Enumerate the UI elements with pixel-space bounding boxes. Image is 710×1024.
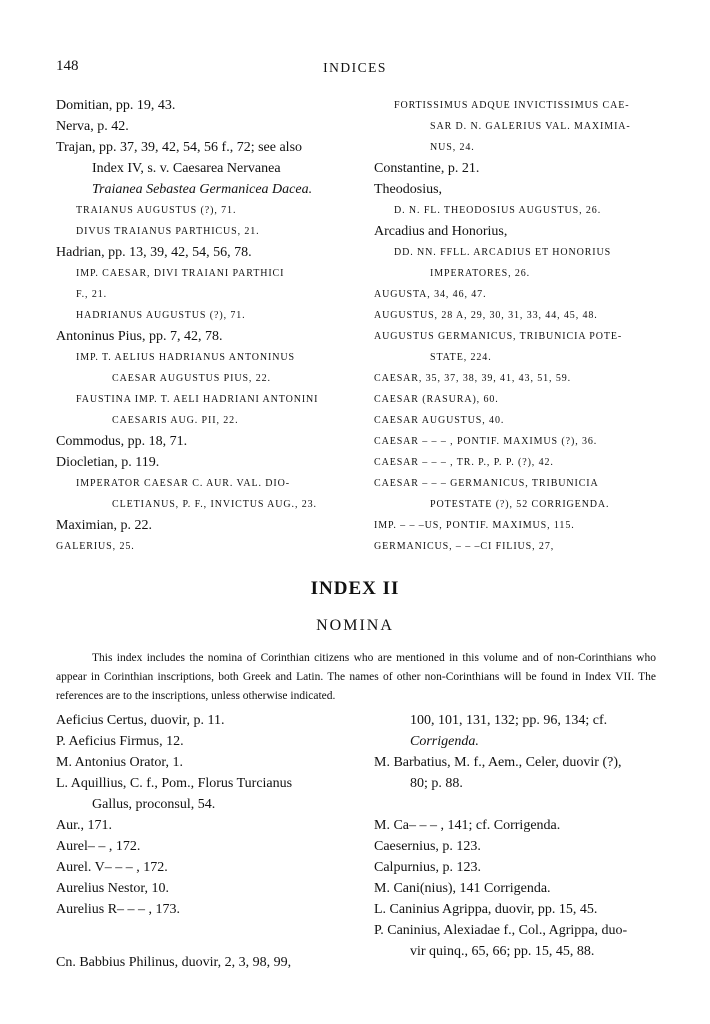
index-entry: M. Antonius Orator, 1. [56, 755, 183, 770]
index-subheading: NOMINA [316, 617, 394, 634]
page-number: 148 [56, 58, 79, 74]
nomina-right-column [374, 710, 664, 962]
index-entry: Antoninus Pius, pp. 7, 42, 78. [56, 329, 223, 344]
running-title: INDICES [323, 60, 387, 75]
index-entry: IMP. T. AELIUS HADRIANUS ANTONINUS [76, 352, 295, 363]
index-entry: CAESAR – – – , TR. P., P. P. (?), 42. [374, 457, 554, 468]
index-entry: IMP. CAESAR, DIVI TRAIANI PARTHICI [76, 268, 285, 279]
index-entry: Aurelius R– – – , 173. [56, 902, 181, 917]
index-entry: M. Cani(nius), 141 Corrigenda. [374, 881, 551, 896]
index-entry: CLETIANUS, P. F., INVICTUS AUG., 23. [112, 499, 317, 510]
index-entry: AUGUSTUS, 28 A, 29, 30, 31, 33, 44, 45, 48. [374, 310, 598, 321]
spacer [56, 920, 346, 952]
index-entry: Aurel. V– – – , 172. [56, 860, 168, 875]
index-entry: Commodus, pp. 18, 71. [56, 434, 188, 449]
index-entry: STATE, 224. [430, 352, 492, 363]
index-entry: DIVUS TRAIANUS PARTHICUS, 21. [76, 226, 260, 237]
index-entry: vir quinq., 65, 66; pp. 15, 45, 88. [410, 944, 595, 959]
index-entry: Trajan, pp. 37, 39, 42, 54, 56 f., 72; see also [56, 140, 303, 155]
index-entry: 100, 101, 131, 132; pp. 96, 134; cf. [410, 713, 608, 728]
index-entry: P. Caninius, Alexiadae f., Col., Agrippa, duo- [374, 923, 628, 938]
index-entry: GALERIUS, 25. [56, 541, 135, 552]
index-entry: CAESAR AUGUSTUS, 40. [374, 415, 505, 426]
index-entry: CAESAR (RASURA), 60. [374, 394, 499, 405]
index-entry: TRAIANUS AUGUSTUS (?), 71. [76, 205, 237, 216]
index-entry: Domitian, pp. 19, 43. [56, 98, 176, 113]
index-entry: D. N. FL. THEODOSIUS AUGUSTUS, 26. [394, 205, 602, 216]
nomina-left-column [56, 710, 346, 973]
index-entry: Aurel– – , 172. [56, 839, 141, 854]
index-entry: 80; p. 88. [410, 776, 463, 791]
index-entry: CAESAR AUGUSTUS PIUS, 22. [112, 373, 271, 384]
index-entry: Index IV, s. v. Caesarea Nervanea [92, 161, 281, 176]
index-entry: SAR D. N. GALERIUS VAL. MAXIMIA- [430, 121, 631, 132]
index-entry: Hadrian, pp. 13, 39, 42, 54, 56, 78. [56, 245, 252, 260]
index-entry: Aurelius Nestor, 10. [56, 881, 169, 896]
index-entry: FAUSTINA IMP. T. AELI HADRIANI ANTONINI [76, 394, 319, 405]
index-entry: L. Aquillius, C. f., Pom., Florus Turcianus [56, 776, 293, 791]
index-entry: M. Ca– – – , 141; cf. Corrigenda. [374, 818, 561, 833]
index-entry: AUGUSTUS GERMANICUS, TRIBUNICIA POTE- [374, 331, 623, 342]
index-entry: Cn. Babbius Philinus, duovir, 2, 3, 98, 99, [56, 955, 292, 970]
index-entry: Aeficius Certus, duovir, p. 11. [56, 713, 225, 728]
index-entry: CAESARIS AUG. PII, 22. [112, 415, 239, 426]
index-entry: AUGUSTA, 34, 46, 47. [374, 289, 487, 300]
spacer [374, 794, 664, 815]
index-entry: CAESAR – – – , PONTIF. MAXIMUS (?), 36. [374, 436, 598, 447]
index-entry: HADRIANUS AUGUSTUS (?), 71. [76, 310, 246, 321]
index-heading: INDEX II [310, 578, 400, 599]
index-entry: Theodosius, [374, 182, 443, 197]
index-entry: IMPERATOR CAESAR C. AUR. VAL. DIO- [76, 478, 290, 489]
index-entry: P. Aeficius Firmus, 12. [56, 734, 184, 749]
index-entry: Arcadius and Honorius, [374, 224, 508, 239]
index-entry: Nerva, p. 42. [56, 119, 129, 134]
index-entry: NUS, 24. [430, 142, 475, 153]
index-entry: IMP. – – –US, PONTIF. MAXIMUS, 115. [374, 520, 575, 531]
index-entry: L. Caninius Agrippa, duovir, pp. 15, 45. [374, 902, 598, 917]
index-entry: GERMANICUS, – – –CI FILIUS, 27, [374, 541, 555, 552]
index-left-column [56, 95, 346, 557]
index-entry: Maximian, p. 22. [56, 518, 153, 533]
index-entry: Traianea Sebastea Germanicea Dacea. [92, 182, 313, 197]
index-entry: DD. NN. FFLL. ARCADIUS ET HONORIUS [394, 247, 612, 258]
index-intro: This index includes the nomina of Corinthian citizens who are mentioned in this volume and of non-Corinthians who appear in Corinthian inscriptions, both Greek and Latin. The names of other non-Corinthians will be found in Index VII. The references are to the inscriptions, unless otherwise indicated. [56, 652, 656, 702]
index-entry: Constantine, p. 21. [374, 161, 480, 176]
index-entry: Diocletian, p. 119. [56, 455, 160, 470]
index-entry: POTESTATE (?), 52 CORRIGENDA. [430, 499, 610, 510]
index-entry: M. Barbatius, M. f., Aem., Celer, duovir (?), [374, 755, 622, 770]
index-right-column [374, 95, 664, 557]
index-entry: Calpurnius, p. 123. [374, 860, 481, 875]
index-entry: F., 21. [76, 289, 108, 300]
index-entry: Aur., 171. [56, 818, 112, 833]
index-entry: Caesernius, p. 123. [374, 839, 481, 854]
index-entry: CAESAR – – – GERMANICUS, TRIBUNICIA [374, 478, 599, 489]
index-entry: Corrigenda. [410, 734, 479, 749]
index-entry: CAESAR, 35, 37, 38, 39, 41, 43, 51, 59. [374, 373, 572, 384]
index-entry: FORTISSIMUS ADQUE INVICTISSIMUS CAE- [394, 100, 630, 111]
index-entry: Gallus, proconsul, 54. [92, 797, 216, 812]
index-entry: IMPERATORES, 26. [430, 268, 531, 279]
